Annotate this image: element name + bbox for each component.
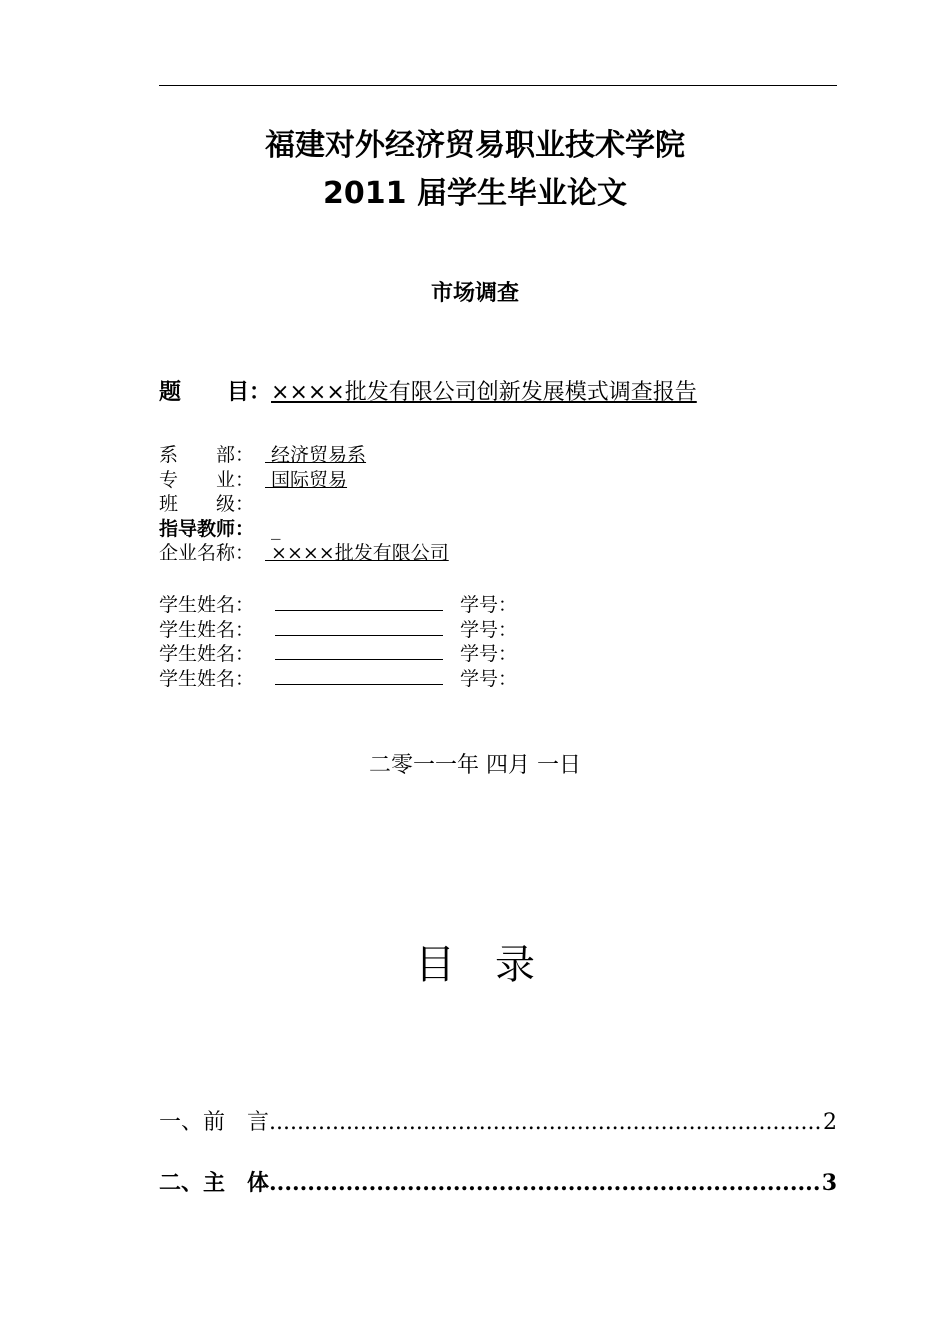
student-id-label: 学号： [460, 594, 518, 616]
dept-label: 系 部： [159, 444, 255, 466]
toc-entry-label: 二、主 体 [159, 1170, 270, 1196]
topic-value: ××××批发有限公司创新发展模式调查报告 [271, 380, 697, 405]
student-row [159, 593, 517, 618]
toc-entry-page: 3 [821, 1170, 837, 1196]
student-list [159, 593, 517, 691]
thesis-category: 市场调查 [430, 281, 519, 306]
dept-value: 经济贸易系 [265, 444, 367, 466]
topic-label-2: 目： [227, 380, 272, 405]
student-name-label: 学生姓名： [159, 594, 255, 616]
student-row [159, 667, 517, 692]
student-name-blank [275, 667, 443, 685]
toc-entry-page: 2 [823, 1110, 837, 1135]
advisor-label: 指导教师： [159, 517, 255, 540]
company-label: 企业名称： [159, 542, 255, 564]
student-name-blank [275, 593, 443, 611]
toc-leader-dots [269, 1168, 822, 1198]
header-rule [159, 85, 837, 86]
toc-title: 目录 [415, 942, 575, 988]
advisor-value: _ [265, 517, 281, 540]
dept-row [159, 443, 449, 468]
toc-entry[interactable] [159, 1108, 837, 1138]
class-row [159, 492, 449, 517]
student-row [159, 618, 517, 643]
student-id-label: 学号： [460, 667, 518, 690]
major-value: 国际贸易 [265, 468, 348, 491]
company-value: ××××批发有限公司 [265, 542, 449, 564]
thesis-date: 二零一一年 四月 一日 [369, 753, 581, 778]
student-id-label: 学号： [460, 618, 518, 641]
student-row [159, 642, 517, 667]
student-name-label: 学生姓名： [159, 643, 255, 665]
topic-label-1: 题 [159, 380, 182, 405]
student-name-label: 学生姓名： [159, 618, 255, 641]
topic-row [159, 378, 697, 408]
major-row [159, 468, 449, 493]
class-label: 班 级： [159, 493, 255, 515]
student-id-label: 学号： [460, 643, 518, 665]
student-name-blank [275, 642, 443, 660]
company-row [159, 541, 449, 566]
student-name-blank [275, 618, 443, 636]
toc-entry-label: 一、前 言 [159, 1110, 270, 1135]
toc-leader-dots [269, 1108, 823, 1138]
thesis-title: 2011 届学生毕业论文 [323, 176, 627, 211]
advisor-row [159, 517, 449, 542]
student-name-label: 学生姓名： [159, 667, 255, 690]
toc-entry[interactable] [159, 1168, 837, 1198]
info-block [159, 443, 449, 566]
school-name: 福建对外经济贸易职业技术学院 [265, 128, 685, 163]
major-label: 专 业： [159, 468, 255, 491]
